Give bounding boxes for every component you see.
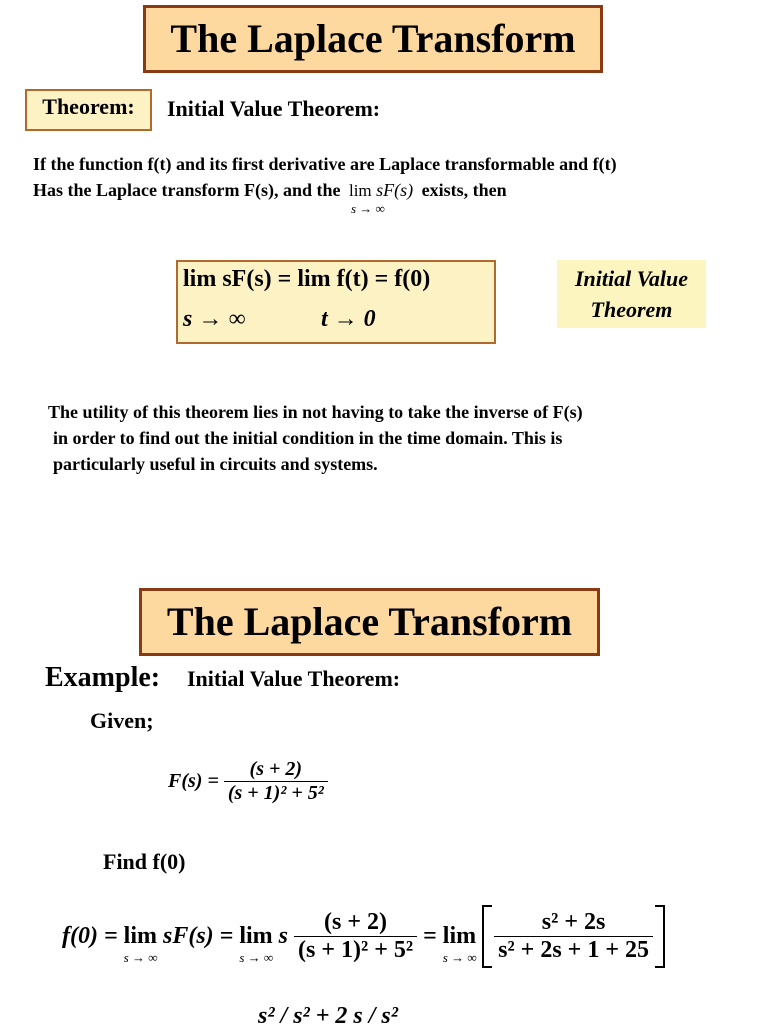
bracket-left-top-tick xyxy=(484,905,492,907)
calc-numerator-2: s² + 2s xyxy=(541,909,606,935)
calc-lim-3-word: lim xyxy=(442,923,477,949)
calc-s: s xyxy=(278,923,289,949)
theorem-tag: Theorem: xyxy=(25,89,152,131)
given-denominator: (s + 1)² + 5² xyxy=(224,781,328,805)
intro-line-2-text-a: Has the Laplace transform F(s), and the xyxy=(33,180,341,200)
example-label: Example: xyxy=(45,662,161,693)
calc-lim-2-word: lim xyxy=(239,923,273,949)
calc-denominator-2: s² + 2s + 1 + 25 xyxy=(494,936,653,964)
utility-line-1: The utility of this theorem lies in not having to take the inverse of F(s) xyxy=(48,402,583,422)
given-label: Given; xyxy=(90,708,154,733)
ivt-formula-top: lim sF(s) = lim f(t) = f(0) xyxy=(183,266,431,292)
intro-line-2 xyxy=(33,177,507,216)
calc-numerator-1: (s + 2) xyxy=(324,909,388,935)
intro-line-2-text-b: exists, then xyxy=(421,180,507,200)
ivt-formula-sub-right: t → 0 xyxy=(321,306,376,332)
calc-fraction-2 xyxy=(494,909,653,964)
calc-lim-1 xyxy=(123,923,158,965)
ivt-side-label-line-1: Initial Value xyxy=(574,266,689,291)
given-numerator: (s + 2) xyxy=(249,758,303,780)
calc-lim-3 xyxy=(442,923,477,965)
calc-expr-1: sF(s) = xyxy=(162,923,234,949)
ivt-formula-box xyxy=(176,260,496,344)
example-name: Initial Value Theorem: xyxy=(187,666,401,691)
given-fraction xyxy=(224,758,328,805)
ivt-formula-sub-left: s → ∞ xyxy=(183,306,246,332)
calc-lim-1-word: lim xyxy=(123,923,157,949)
slide1-title: The Laplace Transform xyxy=(143,5,603,73)
calc-equals: = xyxy=(423,923,437,949)
calc-fraction-1 xyxy=(294,909,417,964)
calc-lim-1-sub: s → ∞ xyxy=(123,950,158,965)
calc-next-line: s² / s² + 2 s / s² xyxy=(258,1003,398,1029)
given-equation xyxy=(168,758,328,805)
ivt-side-label xyxy=(557,260,706,328)
intro-lim-expr: sF(s) xyxy=(376,180,414,200)
utility-line-2: in order to find out the initial condition in the time domain. This is xyxy=(53,428,563,448)
intro-limit xyxy=(348,177,414,216)
given-lhs: F(s) = xyxy=(168,770,219,792)
intro-lim-word: lim xyxy=(348,181,372,200)
calc-denominator-1: (s + 1)² + 5² xyxy=(294,936,417,964)
bracket-right-bottom-tick xyxy=(655,966,663,968)
theorem-name: Initial Value Theorem: xyxy=(167,96,381,121)
utility-line-3: particularly useful in circuits and systems. xyxy=(53,454,378,474)
bracket-right-top-tick xyxy=(655,905,663,907)
calc-lim-2 xyxy=(239,923,274,965)
intro-lim-subscript: s → ∞ xyxy=(350,201,385,216)
calc-lim-3-sub: s → ∞ xyxy=(442,950,477,965)
bracket-left-bottom-tick xyxy=(484,966,492,968)
calc-equation xyxy=(62,905,665,989)
ivt-side-label-line-2: Theorem xyxy=(590,297,673,322)
calc-lim-2-sub: s → ∞ xyxy=(239,950,274,965)
intro-line-1: If the function f(t) and its first derivative are Laplace transformable and f(t) xyxy=(33,154,617,174)
slide2-title: The Laplace Transform xyxy=(139,588,600,656)
calc-lhs: f(0) = xyxy=(62,923,118,949)
calc-bracket xyxy=(482,905,665,968)
find-label: Find f(0) xyxy=(103,849,186,874)
